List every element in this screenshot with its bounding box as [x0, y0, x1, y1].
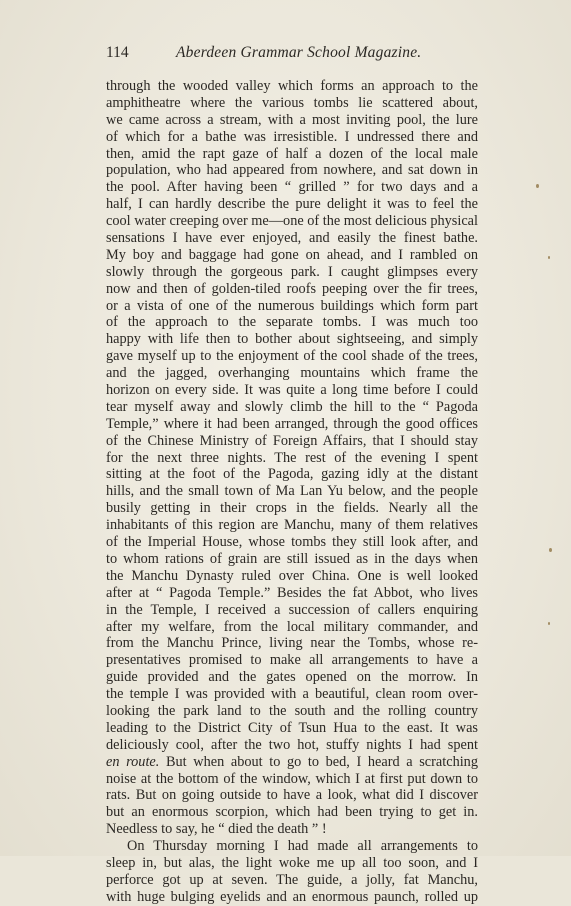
text-line: My boy and baggage had gone on ahead, and I rambled on: [106, 246, 478, 263]
text-line: in the Temple, I received a succession of callers enquiring: [106, 601, 478, 618]
text-line: cool water creeping over me—one of the most delicious physical: [106, 213, 478, 230]
text-line: Temple,” where it had been arranged, through the good offices: [106, 415, 478, 432]
page-header: [106, 44, 478, 64]
text-line: the temple I was provided with a beautiful, clean room over-: [106, 686, 478, 703]
text-line: hills, and the small town of Ma Lan Yu below, and the people: [106, 483, 478, 500]
text-line: perforce got up at seven. The guide, a jolly, fat Manchu,: [106, 871, 478, 888]
text-line: sensations I have ever enjoyed, and easily the finest bathe.: [106, 230, 478, 247]
text-line: presentatives promised to make all arrangements to have a: [106, 652, 478, 669]
text-line: noise at the bottom of the window, which I at first put down to: [106, 770, 478, 787]
text-line: guide provided and the gates opened on the morrow. In: [106, 669, 478, 686]
text-line: deliciously cool, after the two hot, stuffy nights I had spent: [106, 736, 478, 753]
running-title: Aberdeen Grammar School Magazine.: [176, 44, 422, 61]
text-line: but an enormous scorpion, which had been trying to get in.: [106, 804, 478, 821]
article-body: [106, 78, 478, 906]
text-line: Needless to say, he “ died the death ” !: [106, 821, 327, 838]
text-line: we came across a stream, with a most inviting pool, the lure: [106, 111, 478, 128]
text-line: with huge bulging eyelids and an enormous paunch, rolled up: [106, 888, 478, 905]
text-line: rats. But on going outside to have a look, what did I discover: [106, 787, 478, 804]
text-line: population, who had appeared from nowhere, and sat down in: [106, 162, 478, 179]
text-line: of the Chinese Ministry of Foreign Affairs, that I should stay: [106, 432, 478, 449]
text-line: the pool. After having been “ grilled ” for two days and a: [106, 179, 478, 196]
text-line: happy with life then to bother about sightseeing, and simply: [106, 331, 478, 348]
text-line: half, I can hardly describe the pure delight it was to feel the: [106, 196, 478, 213]
text-line: through the wooded valley which forms an approach to the: [106, 78, 478, 94]
text-line: tear myself away and slowly climb the hill to the “ Pagoda: [106, 398, 478, 415]
text-line: to whom rations of grain are still issued as in the days when: [106, 550, 478, 567]
page-number: 114: [106, 44, 129, 61]
paragraph: [106, 838, 478, 906]
text-line: and the jagged, overhanging mountains which frame the: [106, 365, 478, 382]
paper-speck: [548, 256, 550, 259]
text-line: the Manchu Dynasty ruled over China. One is well looked: [106, 567, 478, 584]
text-line: amphitheatre where the various tombs lie scattered about,: [106, 94, 478, 111]
text-line: for the next three nights. The rest of the evening I spent: [106, 449, 478, 466]
text-line: after at “ Pagoda Temple.” Besides the fat Abbot, who lives: [106, 584, 478, 601]
text-line: horizon on every side. It was quite a long time before I could: [106, 382, 478, 399]
text-line: leading to the District City of Tsun Hua to the east. It was: [106, 719, 478, 736]
text-line: of the approach to the separate tombs. I was much too: [106, 314, 478, 331]
paper-speck: [536, 184, 539, 188]
text-line: or a vista of one of the numerous buildings which form part: [106, 297, 478, 314]
paragraph: [106, 78, 478, 838]
text-line: sleep in, but alas, the light woke me up all too soon, and I: [106, 854, 478, 871]
text-line: of the Imperial House, whose tombs they still look after, and: [106, 534, 478, 551]
text-line: en route. But when about to go to bed, I heard a scratching: [106, 753, 478, 770]
text-line: after my welfare, from the local military commander, and: [106, 618, 478, 635]
text-line: On Thursday morning I had made all arrangements to: [127, 838, 478, 855]
text-line: inhabitants of this region are Manchu, many of them relatives: [106, 517, 478, 534]
text-line: then, amid the rapt gaze of half a dozen of the local male: [106, 145, 478, 162]
paper-speck: [548, 622, 550, 625]
text-line: looking the park land to the south and the rolling country: [106, 702, 478, 719]
text-line: of which for a bathe was irresistible. I undressed there and: [106, 128, 478, 145]
text-line: sitting at the foot of the Pagoda, gazing idly at the distant: [106, 466, 478, 483]
text-line: slowly through the gorgeous park. I caught glimpses every: [106, 263, 478, 280]
text-line: busily getting in their crops in the fields. Nearly all the: [106, 500, 478, 517]
text-line: from the Manchu Prince, living near the Tombs, whose re-: [106, 635, 478, 652]
paper-speck: [549, 548, 552, 552]
text-line: now and then of golden-tiled roofs peeping over the fir trees,: [106, 280, 478, 297]
text-line: gave myself up to the enjoyment of the cool shade of the trees,: [106, 348, 478, 365]
